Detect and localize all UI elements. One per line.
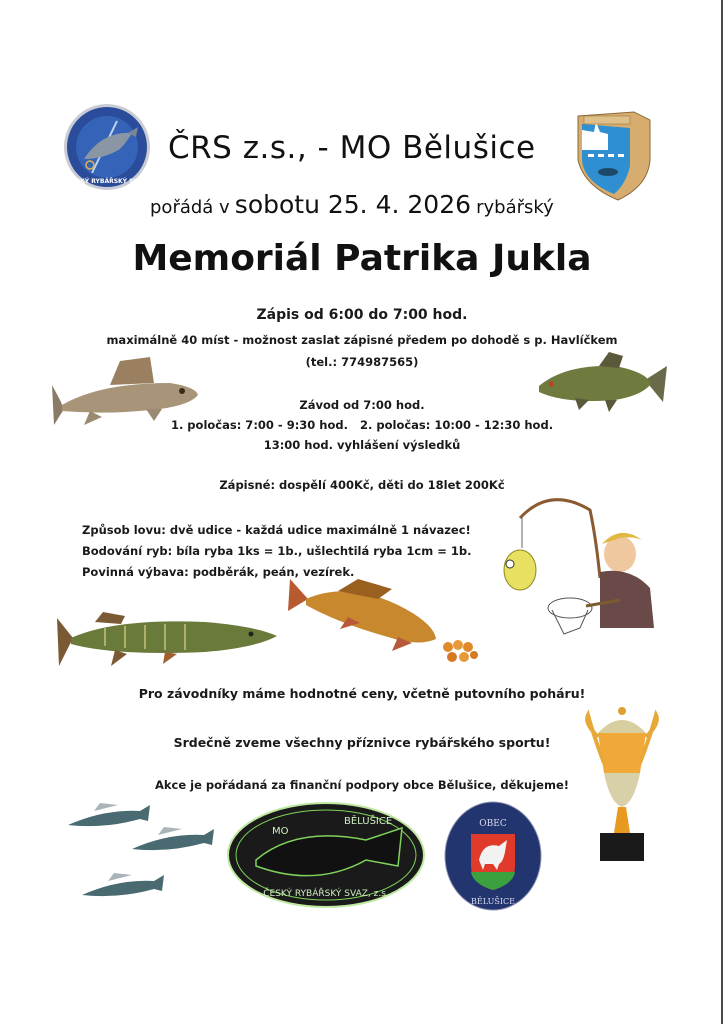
race-start: Závod od 7:00 hod. [299,398,425,412]
event-date-line [150,190,554,219]
sponsor-note: Akce je pořádaná za finanční podpory obce Bělušice, děkujeme! [154,778,569,792]
subtitle-prefix: pořádá v [150,197,230,218]
rules-list [82,520,471,583]
svg-text:ČESKÝ RYBÁŘSKÝ SVAZ, z.s.: ČESKÝ RYBÁŘSKÝ SVAZ, z.s. [263,889,389,899]
svg-text:BĚLUŠICE: BĚLUŠICE [471,897,515,906]
mirror-carp-fish-icon [288,575,438,655]
event-title: Memoriál Patrika Jukla [132,238,592,279]
crs-round-logo-icon [62,103,152,191]
obec-belusice-emblem-icon [443,800,543,912]
entry-fees: Zápisné: dospělí 400Kč, děti do 18let 200Kč [219,478,505,492]
race-results: 13:00 hod. vyhlášení výsledků [263,438,461,452]
svg-text:OBEC: OBEC [479,819,507,829]
event-date: sobotu 25. 4. 2026 [234,190,472,219]
crs-shield-logo-icon [574,110,654,202]
rule-fishing-method: Způsob lovu: dvě udice - každá udice maximálně 1 návazec! [82,523,471,537]
pike-fish-icon [55,608,280,668]
scan-edge-line [721,0,723,1024]
rule-scoring: Bodování ryb: bíla ryba 1ks = 1b., ušlechtilá ryba 1cm = 1b. [82,544,472,558]
subtitle-suffix: rybářský [476,197,554,218]
mo-belusice-patch-logo-icon [226,800,426,910]
perch-fish-group-icon [64,795,224,905]
svg-text:MO: MO [272,826,289,837]
registration-heading: Zápis od 6:00 do 7:00 hod. [256,307,468,323]
rule-required-gear: Povinná výbava: podběrák, peán, vezírek. [82,565,355,579]
invitation-note: Srdečně zveme všechny příznivce rybářského sportu! [173,735,551,750]
registration-phone: (tel.: 774987565) [305,355,419,369]
tench-fish-icon [535,350,670,415]
svg-text:BĚLUŠICE: BĚLUŠICE [344,816,393,827]
prizes-note: Pro závodníky máme hodnotné ceny, včetně putovního poháru! [138,686,586,701]
boilies-bait-icon [440,637,480,667]
trophy-cup-icon [582,703,662,865]
registration-capacity: maximálně 40 míst - možnost zaslat zápisné předem po dohodě s p. Havlíčkem [106,333,618,347]
cartoon-fisherman-icon [490,488,670,638]
organizer-title: ČRS z.s., - MO Bělušice [168,130,536,166]
svg-text:ČESKÝ RYBÁŘSKÝ SVAZ: ČESKÝ RYBÁŘSKÝ SVAZ [67,178,147,185]
race-halves: 1. poločas: 7:00 - 9:30 hod. 2. poločas: 10:00 - 12:30 hod. [170,418,554,432]
